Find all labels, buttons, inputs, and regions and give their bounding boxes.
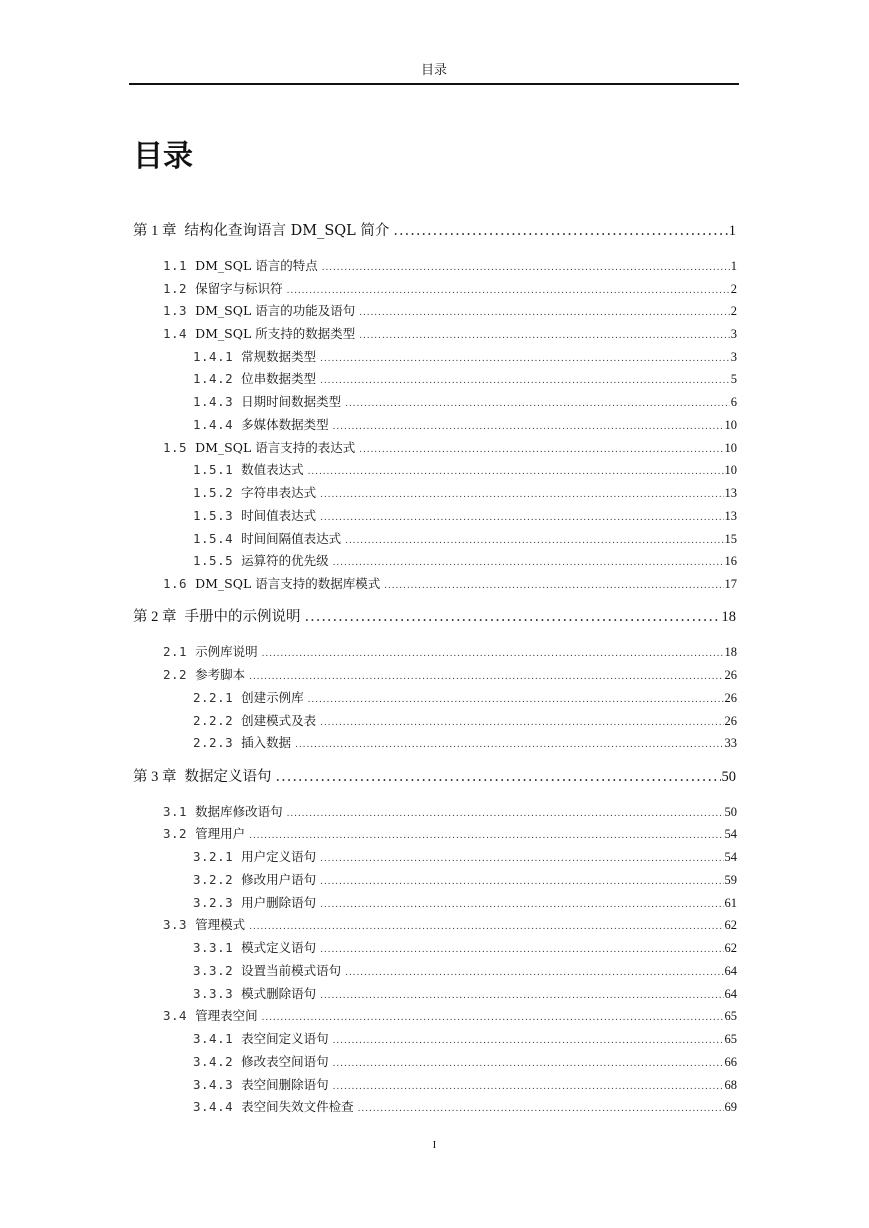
toc-dot-leader <box>320 350 730 368</box>
toc-entry-number: 3.2.2 <box>193 872 234 887</box>
toc-subsection-entry[interactable] <box>193 939 737 959</box>
toc-entry-label: DM_SQL 语言支持的数据库模式 <box>195 576 381 591</box>
toc-subsection-entry[interactable] <box>193 962 737 982</box>
toc-dot-leader <box>287 805 724 823</box>
page-title: 目录 <box>133 139 193 174</box>
toc-subsection-entry[interactable] <box>193 530 737 550</box>
toc-dot-leader <box>287 282 730 300</box>
toc-subsection-entry[interactable] <box>193 552 737 572</box>
toc-entry-label: 时间值表达式 <box>241 508 317 523</box>
toc-page-number: 54 <box>724 827 737 841</box>
toc-subsection-entry[interactable] <box>193 1098 737 1118</box>
toc-subsection-entry[interactable] <box>193 871 737 891</box>
toc-entry-label: 修改用户语句 <box>241 872 317 887</box>
toc-entry-label: DM_SQL 语言支持的表达式 <box>195 440 356 455</box>
toc-entry-number: 3.4.1 <box>193 1031 234 1046</box>
toc-page-number: 16 <box>724 554 737 568</box>
toc-page-number: 18 <box>721 609 736 625</box>
toc-dot-leader <box>249 918 723 936</box>
toc-dot-leader <box>345 395 730 413</box>
toc-entry-number: 3.4.3 <box>193 1077 234 1092</box>
toc-page-number: 10 <box>724 441 737 455</box>
toc-section-entry[interactable] <box>163 439 737 459</box>
toc-chapter-entry[interactable] <box>133 221 736 241</box>
toc-subsection-entry[interactable] <box>193 894 737 914</box>
toc-entry-label: 示例库说明 <box>195 644 258 659</box>
toc-subsection-entry[interactable] <box>193 1030 737 1050</box>
toc-entry-label: 创建模式及表 <box>241 713 317 728</box>
toc-entry-label: 运算符的优先级 <box>241 553 329 568</box>
toc-dot-leader <box>322 259 730 277</box>
toc-entry-number: 3.2.3 <box>193 895 234 910</box>
toc-dot-leader <box>295 736 723 754</box>
toc-dot-leader <box>249 827 723 845</box>
toc-entry-label: 结构化查询语言 DM_SQL 简介 <box>184 223 390 239</box>
toc-page-number: 26 <box>724 668 737 682</box>
toc-page-number: 13 <box>724 486 737 500</box>
toc-entry-label: 设置当前模式语句 <box>241 963 342 978</box>
toc-entry-label: 管理模式 <box>195 917 246 932</box>
toc-entry-label: 表空间失效文件检查 <box>241 1099 354 1114</box>
toc-subsection-entry[interactable] <box>193 507 737 527</box>
toc-dot-leader <box>333 554 724 572</box>
toc-entry-number: 1.2 <box>163 281 188 296</box>
toc-entry-number: 3.3 <box>163 917 188 932</box>
toc-subsection-entry[interactable] <box>193 689 737 709</box>
toc-dot-leader <box>359 327 730 345</box>
toc-page-number: 1 <box>728 223 736 239</box>
toc-page-number: 13 <box>724 509 737 523</box>
toc-entry-number: 3.3.3 <box>193 986 234 1001</box>
toc-dot-leader <box>333 1032 724 1050</box>
toc-section-entry[interactable] <box>163 280 737 300</box>
page-number: I <box>432 1139 437 1151</box>
toc-page-number: 15 <box>724 532 737 546</box>
toc-chapter-entry[interactable] <box>133 767 736 787</box>
toc-entry-number: 3.4.4 <box>193 1099 234 1114</box>
toc-section-entry[interactable] <box>163 916 737 936</box>
toc-entry-number: 1.5.5 <box>193 553 234 568</box>
toc-entry-label: 位串数据类型 <box>241 371 317 386</box>
toc-section-entry[interactable] <box>163 1007 737 1027</box>
toc-page-number: 33 <box>724 736 737 750</box>
toc-entry-label: DM_SQL 语言的特点 <box>195 258 318 273</box>
toc-dot-leader <box>320 873 723 891</box>
toc-section-entry[interactable] <box>163 666 737 686</box>
toc-page-number: 61 <box>724 896 737 910</box>
toc-dot-leader <box>320 850 723 868</box>
toc-dot-leader <box>358 1100 724 1118</box>
toc-subsection-entry[interactable] <box>193 1053 737 1073</box>
toc-entry-label: 数据库修改语句 <box>195 804 283 819</box>
toc-page-number: 17 <box>724 577 737 591</box>
toc-dot-leader <box>276 767 721 787</box>
toc-entry-number: 3.1 <box>163 804 188 819</box>
toc-entry-label: 数值表达式 <box>241 462 304 477</box>
running-header: 目录 <box>420 63 447 78</box>
toc-entry-label: 用户定义语句 <box>241 849 317 864</box>
toc-page-number: 26 <box>724 714 737 728</box>
toc-entry-number: 1.4.2 <box>193 371 234 386</box>
toc-page-number: 54 <box>724 850 737 864</box>
toc-section-entry[interactable] <box>163 825 737 845</box>
toc-subsection-entry[interactable] <box>193 734 737 754</box>
toc-entry-number: 3.4 <box>163 1008 188 1023</box>
toc-entry-number: 第 3 章 <box>133 769 177 785</box>
toc-entry-number: 3.3.1 <box>193 940 234 955</box>
toc-entry-number: 2.2 <box>163 667 188 682</box>
toc-entry-number: 1.5.3 <box>193 508 234 523</box>
toc-entry-label: 日期时间数据类型 <box>241 394 342 409</box>
toc-dot-leader <box>320 987 723 1005</box>
toc-page-number: 64 <box>724 987 737 1001</box>
toc-section-entry[interactable] <box>163 803 737 823</box>
toc-page-number: 50 <box>724 805 737 819</box>
toc-entry-number: 2.2.1 <box>193 690 234 705</box>
toc-entry-label: 表空间定义语句 <box>241 1031 329 1046</box>
toc-entry-label: 数据定义语句 <box>184 769 272 785</box>
toc-dot-leader <box>308 691 724 709</box>
toc-page-number: 62 <box>724 918 737 932</box>
toc-dot-leader <box>320 486 723 504</box>
toc-subsection-entry[interactable] <box>193 848 737 868</box>
toc-page-number: 69 <box>724 1100 737 1114</box>
toc-entry-label: 管理表空间 <box>195 1008 258 1023</box>
toc-entry-number: 3.2.1 <box>193 849 234 864</box>
toc-dot-leader <box>333 1078 724 1096</box>
toc-entry-number: 1.1 <box>163 258 188 273</box>
toc-entry-number: 1.5 <box>163 440 188 455</box>
toc-subsection-entry[interactable] <box>193 1076 737 1096</box>
toc-entry-label: 时间间隔值表达式 <box>241 531 342 546</box>
toc-dot-leader <box>320 372 730 390</box>
toc-subsection-entry[interactable] <box>193 370 737 390</box>
toc-page-number: 65 <box>724 1009 737 1023</box>
toc-dot-leader <box>393 221 727 241</box>
toc-dot-leader <box>384 577 723 595</box>
toc-page-number: 65 <box>724 1032 737 1046</box>
toc-entry-label: 模式定义语句 <box>241 940 317 955</box>
toc-entry-number: 1.6 <box>163 576 188 591</box>
toc-entry-number: 1.3 <box>163 303 188 318</box>
toc-entry-number: 1.4.3 <box>193 394 234 409</box>
toc-entry-label: 保留字与标识符 <box>195 281 283 296</box>
toc-dot-leader <box>308 463 724 481</box>
toc-page-number: 62 <box>724 941 737 955</box>
toc-dot-leader <box>320 896 723 914</box>
toc-subsection-entry[interactable] <box>193 393 737 413</box>
toc-dot-leader <box>345 532 723 550</box>
toc-section-entry[interactable] <box>163 575 737 595</box>
toc-page-number: 3 <box>730 350 737 364</box>
toc-entry-label: DM_SQL 语言的功能及语句 <box>195 303 356 318</box>
toc-entry-number: 1.4.1 <box>193 349 234 364</box>
toc-entry-label: 修改表空间语句 <box>241 1054 329 1069</box>
toc-entry-label: 创建示例库 <box>241 690 304 705</box>
toc-page-number: 2 <box>730 304 737 318</box>
toc-section-entry[interactable] <box>163 643 737 663</box>
toc-subsection-entry[interactable] <box>193 985 737 1005</box>
toc-dot-leader <box>333 418 724 436</box>
toc-entry-number: 1.4.4 <box>193 417 234 432</box>
toc-entry-number: 3.2 <box>163 826 188 841</box>
toc-page-number: 1 <box>730 259 737 273</box>
toc-entry-label: 表空间删除语句 <box>241 1077 329 1092</box>
toc-entry-number: 第 1 章 <box>133 223 177 239</box>
toc-subsection-entry[interactable] <box>193 484 737 504</box>
toc-dot-leader <box>262 1009 724 1027</box>
toc-entry-number: 1.5.1 <box>193 462 234 477</box>
toc-dot-leader <box>345 964 723 982</box>
toc-subsection-entry[interactable] <box>193 461 737 481</box>
toc-entry-number: 2.2.3 <box>193 735 234 750</box>
toc-entry-number: 3.3.2 <box>193 963 234 978</box>
toc-page-number: 18 <box>724 645 737 659</box>
toc-entry-label: 多媒体数据类型 <box>241 417 329 432</box>
toc-entry-number: 1.5.4 <box>193 531 234 546</box>
toc-entry-label: 手册中的示例说明 <box>184 609 301 625</box>
toc-entry-label: 用户删除语句 <box>241 895 317 910</box>
toc-entry-label: DM_SQL 所支持的数据类型 <box>195 326 356 341</box>
toc-chapter-entry[interactable] <box>133 607 736 627</box>
toc-subsection-entry[interactable] <box>193 712 737 732</box>
toc-page-number: 10 <box>724 418 737 432</box>
toc-page-number: 66 <box>724 1055 737 1069</box>
toc-page-number: 68 <box>724 1078 737 1092</box>
toc-page-number: 64 <box>724 964 737 978</box>
toc-dot-leader <box>262 645 724 663</box>
toc-subsection-entry[interactable] <box>193 416 737 436</box>
toc-dot-leader <box>359 441 723 459</box>
toc-dot-leader <box>320 714 723 732</box>
toc-entry-label: 模式删除语句 <box>241 986 317 1001</box>
toc-dot-leader <box>320 509 723 527</box>
toc-dot-leader <box>305 607 721 627</box>
toc-section-entry[interactable] <box>163 325 737 345</box>
toc-page-number: 59 <box>724 873 737 887</box>
toc-dot-leader <box>320 941 723 959</box>
toc-entry-number: 第 2 章 <box>133 609 177 625</box>
toc-page-number: 2 <box>730 282 737 296</box>
toc-entry-label: 插入数据 <box>241 735 292 750</box>
toc-section-entry[interactable] <box>163 302 737 322</box>
toc-dot-leader <box>359 304 730 322</box>
toc-entry-number: 1.4 <box>163 326 188 341</box>
toc-page-number: 50 <box>721 769 736 785</box>
toc-entry-label: 字符串表达式 <box>241 485 317 500</box>
toc-dot-leader <box>333 1055 724 1073</box>
toc-page-number: 26 <box>724 691 737 705</box>
toc-entry-number: 3.4.2 <box>193 1054 234 1069</box>
toc-section-entry[interactable] <box>163 257 737 277</box>
toc-entry-number: 1.5.2 <box>193 485 234 500</box>
toc-dot-leader <box>249 668 723 686</box>
toc-entry-label: 常规数据类型 <box>241 349 317 364</box>
toc-page-number: 5 <box>730 372 737 386</box>
toc-page-number: 10 <box>724 463 737 477</box>
toc-page-number: 6 <box>730 395 737 409</box>
toc-entry-number: 2.2.2 <box>193 713 234 728</box>
toc-entry-label: 参考脚本 <box>195 667 246 682</box>
toc-entry-label: 管理用户 <box>195 826 246 841</box>
toc-entry-number: 2.1 <box>163 644 188 659</box>
toc-subsection-entry[interactable] <box>193 348 737 368</box>
toc-page-number: 3 <box>730 327 737 341</box>
